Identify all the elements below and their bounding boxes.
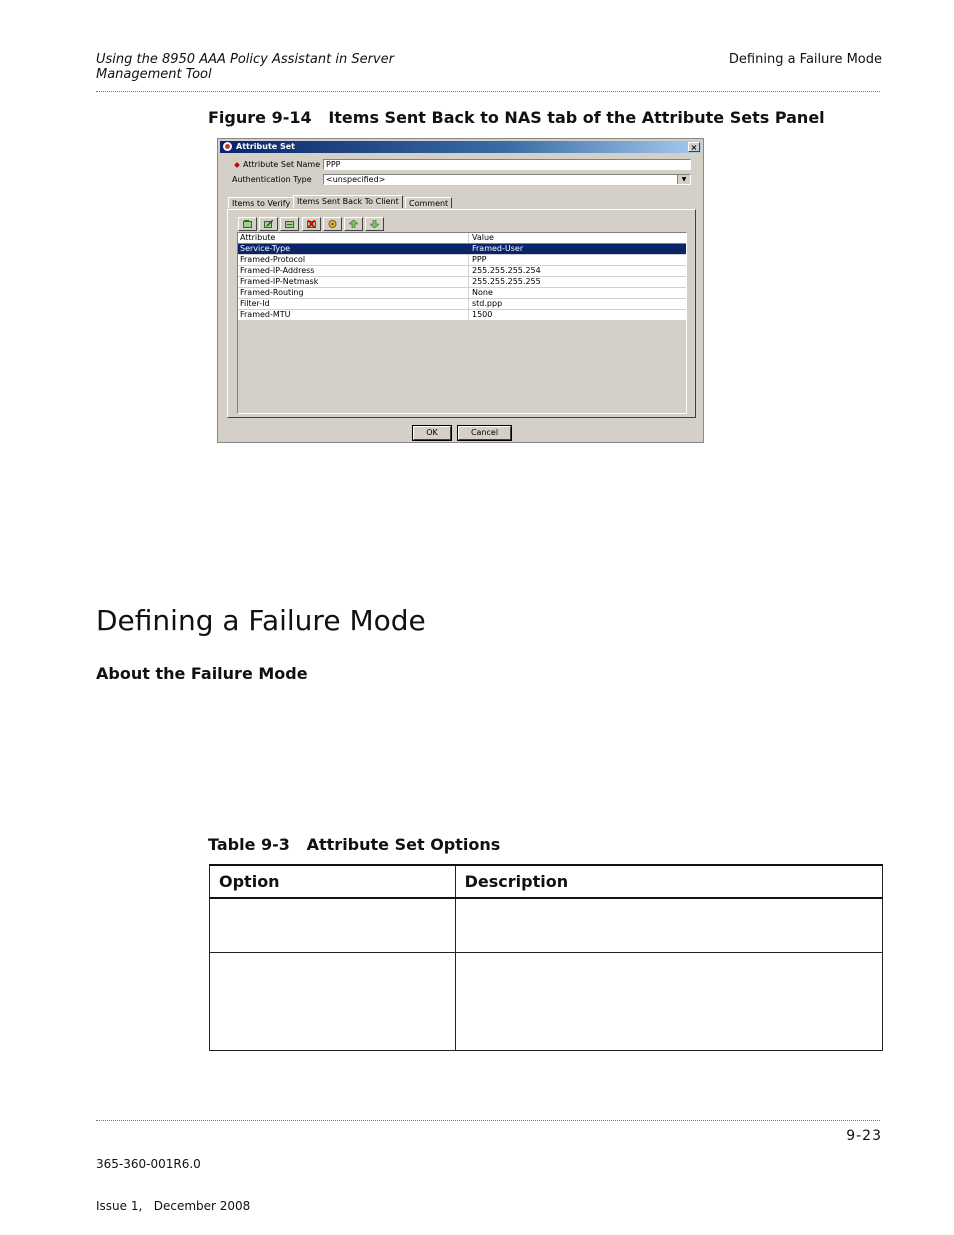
table-caption: Table 9-3 Attribute Set Options — [208, 835, 501, 854]
issue-date: Issue 1, December 2008 — [96, 1199, 251, 1213]
close-button[interactable]: × — [688, 142, 700, 152]
cancel-button[interactable]: Cancel — [458, 426, 511, 440]
running-header-section: Defining a Failure Mode — [728, 52, 882, 67]
description-cell — [455, 952, 882, 1050]
attribute-cell: Framed-IP-Address — [240, 266, 315, 275]
value-cell: 255.255.255.255 — [472, 277, 541, 286]
section-heading: Defining a Failure Mode — [96, 604, 426, 637]
tab-comment[interactable]: Comment — [405, 197, 452, 208]
dialog-titlebar[interactable] — [220, 141, 701, 153]
chevron-down-icon[interactable]: ▼ — [677, 175, 690, 184]
column-divider — [468, 266, 469, 276]
tab-items-to-verify[interactable]: Items to Verify — [228, 197, 294, 208]
value-cell: Framed-User — [472, 244, 524, 253]
table-row[interactable] — [238, 310, 686, 321]
refresh-button[interactable] — [323, 217, 342, 231]
column-header-option: Option — [210, 865, 456, 898]
authentication-type-value: <unspecified> — [326, 175, 386, 184]
column-divider — [468, 310, 469, 320]
delete-button[interactable] — [302, 217, 321, 231]
required-marker-icon — [234, 162, 240, 168]
move-up-icon — [349, 220, 358, 228]
move-down-button[interactable] — [365, 217, 384, 231]
doc-number: 365-360-001R6.0 — [96, 1157, 201, 1171]
attribute-cell: Framed-IP-Netmask — [240, 277, 319, 286]
footer-doc-info — [96, 1129, 250, 1227]
table-row — [210, 952, 883, 1050]
table-row[interactable] — [238, 244, 686, 255]
move-down-icon — [370, 220, 379, 228]
value-cell: None — [472, 288, 493, 297]
table-row[interactable] — [238, 288, 686, 299]
copy-icon — [285, 220, 294, 228]
column-divider — [468, 233, 469, 243]
value-cell: 1500 — [472, 310, 493, 319]
header-line-1: Using the 8950 AAA Policy Assistant in Server — [96, 52, 394, 67]
column-header-attribute[interactable]: Attribute — [240, 233, 276, 242]
attribute-grid — [237, 232, 687, 414]
page-number: 9-23 — [846, 1128, 882, 1144]
attribute-cell: Framed-MTU — [240, 310, 291, 319]
table-row[interactable] — [238, 266, 686, 277]
attribute-cell: Service-Type — [240, 244, 291, 253]
table-row — [210, 898, 883, 952]
option-cell — [210, 952, 456, 1050]
move-up-button[interactable] — [344, 217, 363, 231]
attribute-cell: Framed-Routing — [240, 288, 304, 297]
dialog-title: Attribute Set — [236, 142, 295, 151]
edit-icon — [264, 220, 273, 228]
column-divider — [468, 288, 469, 298]
tab-items-sent-back[interactable]: Items Sent Back To Client — [293, 195, 403, 208]
table-row[interactable] — [238, 255, 686, 266]
description-cell — [455, 898, 882, 952]
subsection-heading: About the Failure Mode — [96, 664, 308, 683]
table-row[interactable] — [238, 277, 686, 288]
column-divider — [468, 255, 469, 265]
attribute-cell: Filter-Id — [240, 299, 270, 308]
attribute-set-dialog — [217, 138, 704, 443]
footer-divider — [96, 1120, 880, 1121]
ok-button[interactable]: OK — [413, 426, 451, 440]
attribute-set-options-table — [209, 864, 883, 1051]
value-cell: std.ppp — [472, 299, 503, 308]
value-cell: PPP — [472, 255, 487, 264]
value-cell: 255.255.255.254 — [472, 266, 541, 275]
attribute-set-name-input[interactable]: PPP — [323, 159, 691, 170]
add-icon — [243, 220, 252, 228]
figure-caption: Figure 9-14 Items Sent Back to NAS tab of the Attribute Sets Panel — [208, 108, 825, 127]
table-header-row — [210, 865, 883, 898]
column-divider — [468, 299, 469, 309]
attribute-cell: Framed-Protocol — [240, 255, 306, 264]
table-row[interactable] — [238, 299, 686, 310]
delete-icon — [307, 220, 316, 228]
grid-header-row — [238, 233, 686, 244]
authentication-type-select[interactable] — [323, 174, 691, 185]
edit-button[interactable] — [259, 217, 278, 231]
running-header-title — [96, 52, 436, 82]
header-divider — [96, 91, 880, 92]
add-button[interactable] — [238, 217, 257, 231]
refresh-icon — [328, 220, 337, 228]
column-header-description: Description — [455, 865, 882, 898]
copy-button[interactable] — [280, 217, 299, 231]
attribute-set-name-label: Attribute Set Name — [243, 160, 321, 169]
option-cell — [210, 898, 456, 952]
header-line-2: Management Tool — [96, 67, 212, 82]
column-divider — [468, 277, 469, 287]
app-logo-icon — [223, 142, 232, 151]
column-header-value[interactable]: Value — [472, 233, 494, 242]
authentication-type-label: Authentication Type — [232, 175, 312, 184]
